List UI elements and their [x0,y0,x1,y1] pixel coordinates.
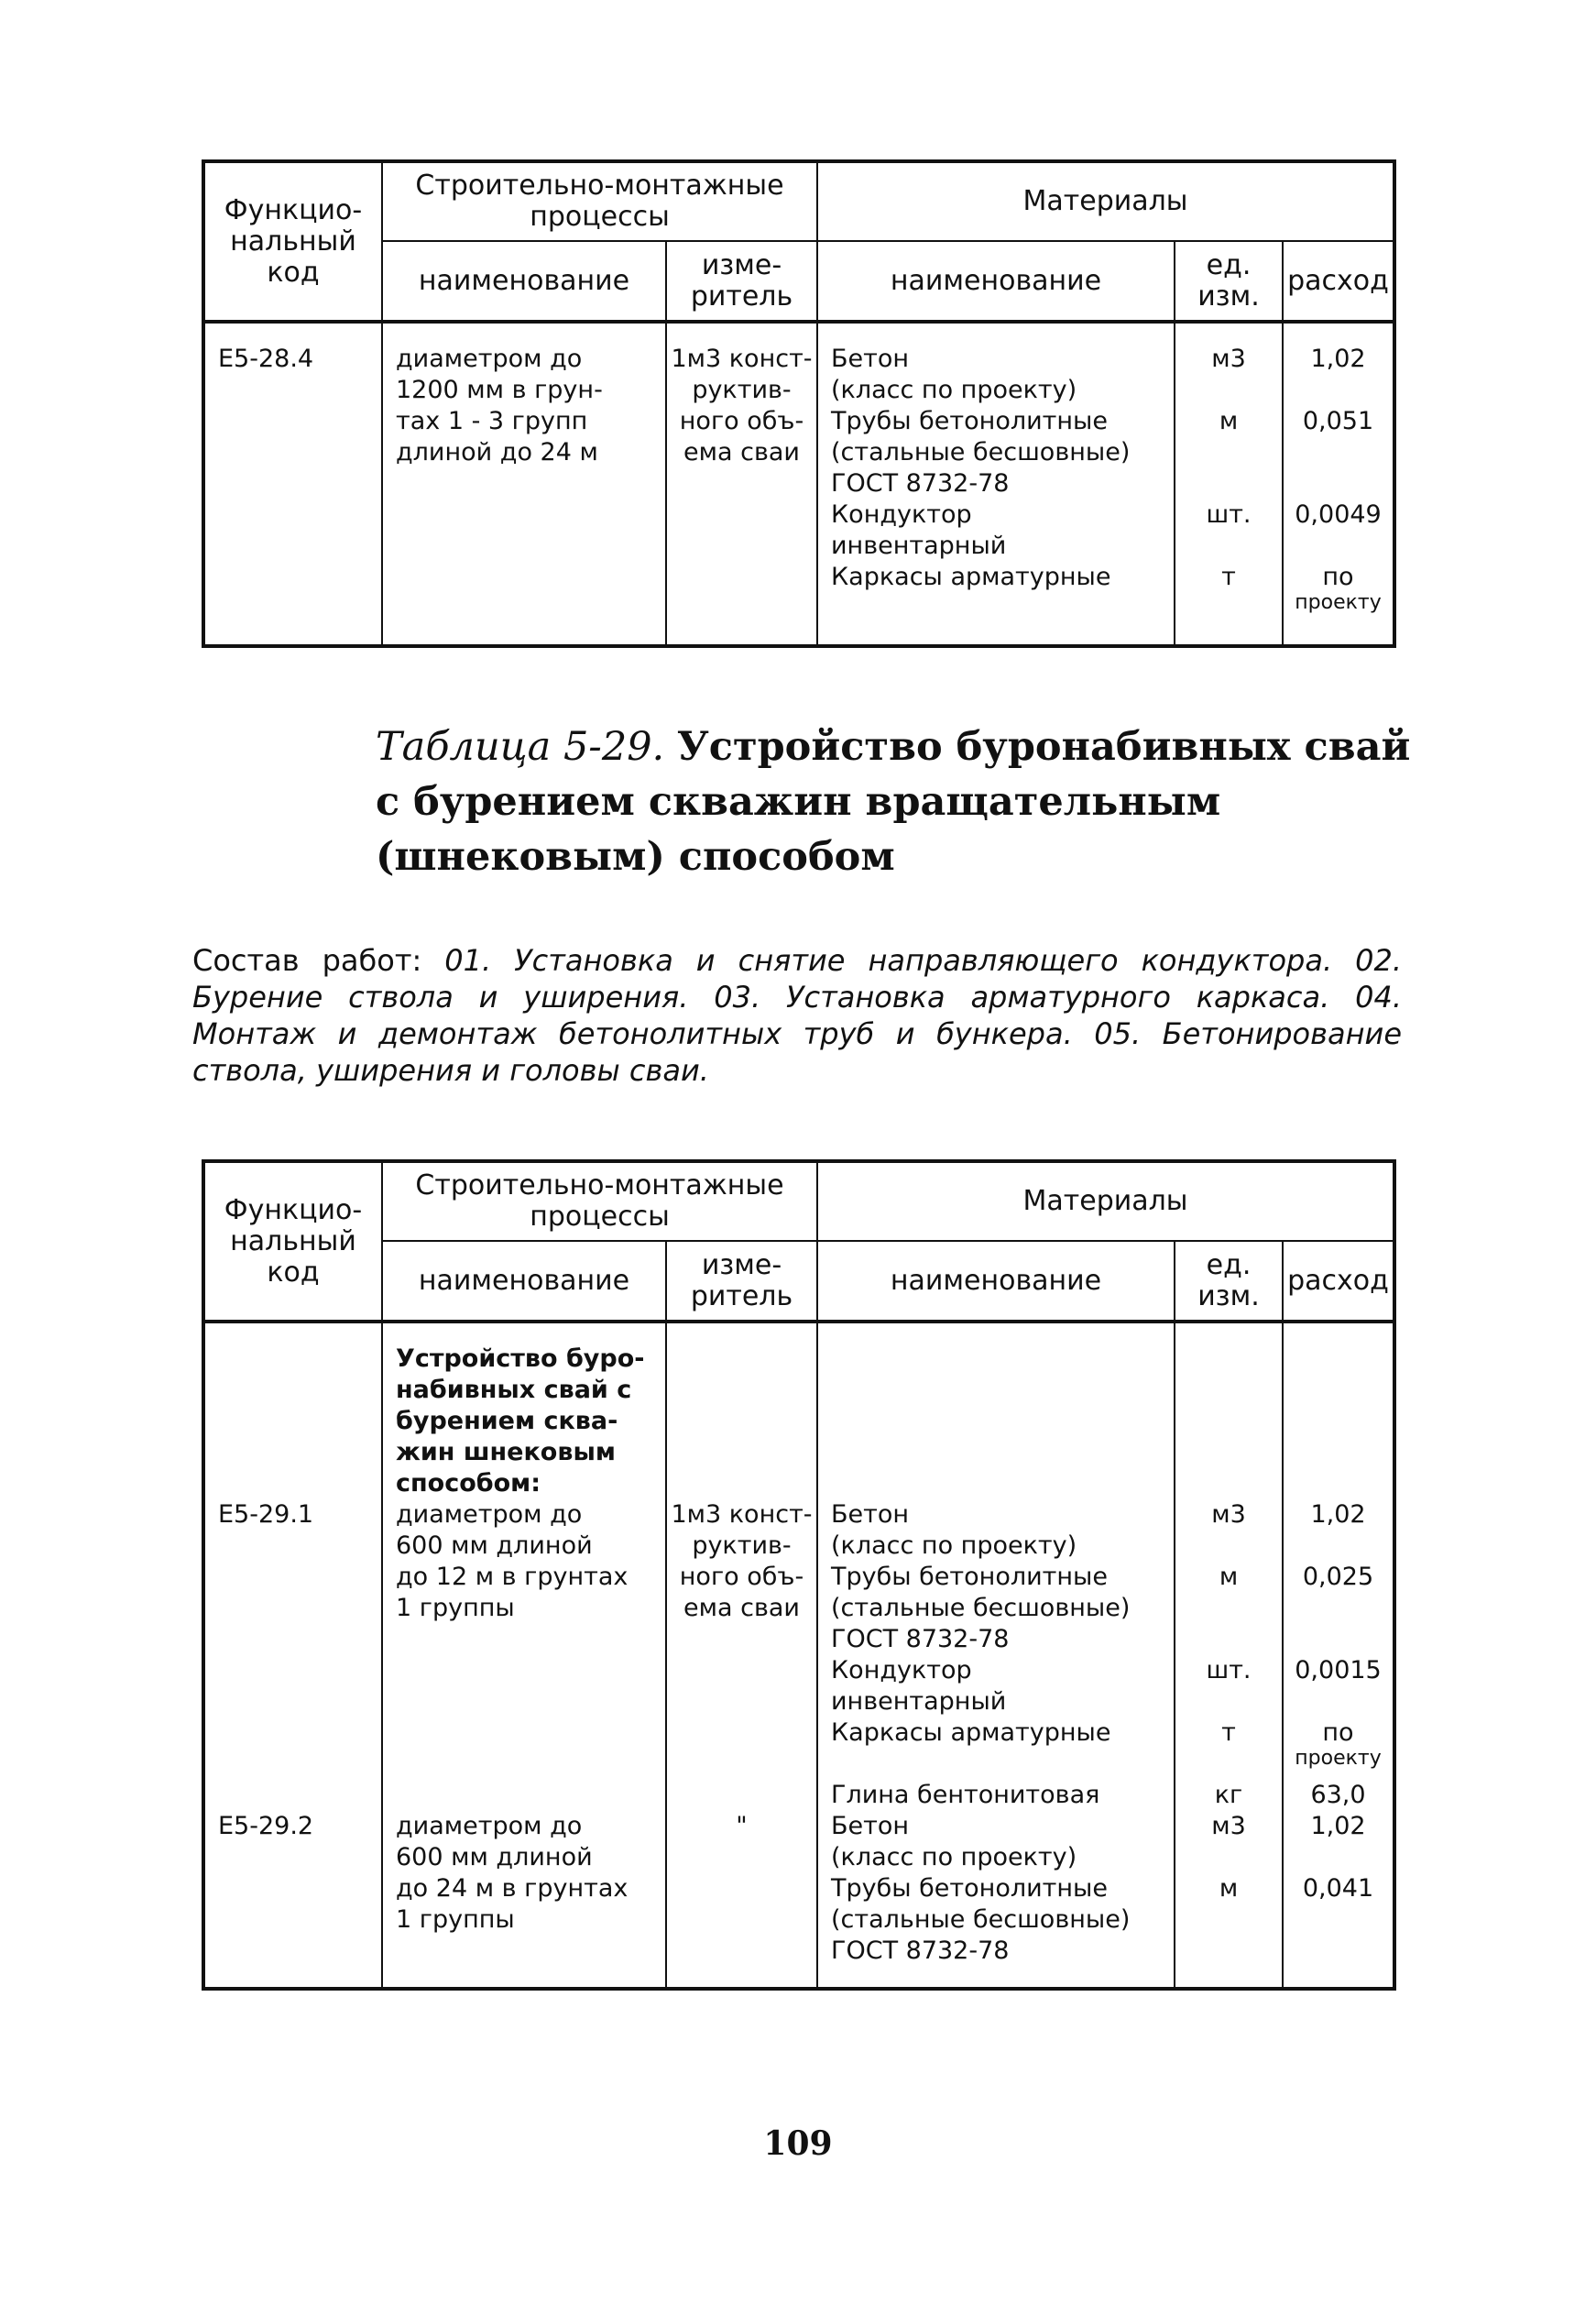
header-processes: Строительно-монтажные процессы [382,161,817,241]
materials-table-5-28 [202,159,1396,648]
material-name-cell: Бетон (класс по проекту) Трубы бетонолитные (стальные бесшовные) ГОСТ 8732-78 Кондуктор инвентарный Каркасы арматурные Глина бентонитовая Бетон (класс по проекту) Трубы бетонолитные (стальные бесшовные) ГОСТ 8732-78 [817,1322,1175,1989]
header-unit: ед. изм. [1175,1241,1283,1322]
meter-cell: 1м3 конст- руктив- ного объ- ема сваи [666,322,817,646]
materials-table-5-29 [202,1159,1396,1991]
table-number: Таблица 5-29. [376,724,665,770]
unit-cell: м3 м шт. т кг м3 м [1175,1322,1283,1989]
header-material-name: наименование [817,1241,1175,1322]
consumption-cell: 1,02 0,051 0,0049 по проекту [1283,322,1394,646]
func-code-cell: Е5-29.1 Е5-29.2 [203,1322,382,1989]
table-caption [376,719,1438,884]
header-consumption: расход [1283,241,1394,322]
consumption-cell: 1,02 0,025 0,0015 по проекту 63,0 1,02 0,041 [1283,1322,1394,1989]
header-meter: изме- ритель [666,241,817,322]
header-material-name: наименование [817,241,1175,322]
process-cell: диаметром до 1200 мм в грун- тах 1 - 3 групп длиной до 24 м [382,322,666,646]
header-materials: Материалы [817,1161,1394,1241]
meter-cell: 1м3 конст- руктив- ного объ- ема сваи " [666,1322,817,1989]
work-composition-label: Состав работ: [192,943,422,978]
header-processes: Строительно-монтажные процессы [382,1161,817,1241]
work-composition [192,942,1402,1089]
header-consumption: расход [1283,1241,1394,1322]
header-unit: ед. изм. [1175,241,1283,322]
func-code-cell: Е5-28.4 [203,322,382,646]
header-func-code: Функцио- нальный код [203,1161,382,1322]
header-process-name: наименование [382,1241,666,1322]
header-materials: Материалы [817,161,1394,241]
work-composition-text: 01. Установка и снятие направляющего кондуктора. 02. Бурение ствола и уширения. 03. Установка арматурного каркаса. 04. Монтаж и демонтаж бетонолитных труб и бункера. 05. Бетонирование ствола, уширения и головы сваи. [192,943,1403,1088]
page-number: 109 [763,2124,833,2163]
process-cell: Устройство буро- набивных свай с бурением сква- жин шнековым способом: диаметром до 600 мм длиной до 12 м в грунтах 1 группы диаметром до 600 мм длиной до 24 м в грунтах 1 группы [382,1322,666,1989]
header-process-name: наименование [382,241,666,322]
header-func-code: Функцио- нальный код [203,161,382,322]
table-title: Устройство буронабивных свай с бурением скважин вращательным (шнековым) способом [376,724,1411,880]
material-name-cell: Бетон (класс по проекту) Трубы бетонолитные (стальные бесшовные) ГОСТ 8732-78 Кондуктор инвентарный Каркасы арматурные [817,322,1175,646]
unit-cell: м3 м шт. т [1175,322,1283,646]
header-meter: изме- ритель [666,1241,817,1322]
